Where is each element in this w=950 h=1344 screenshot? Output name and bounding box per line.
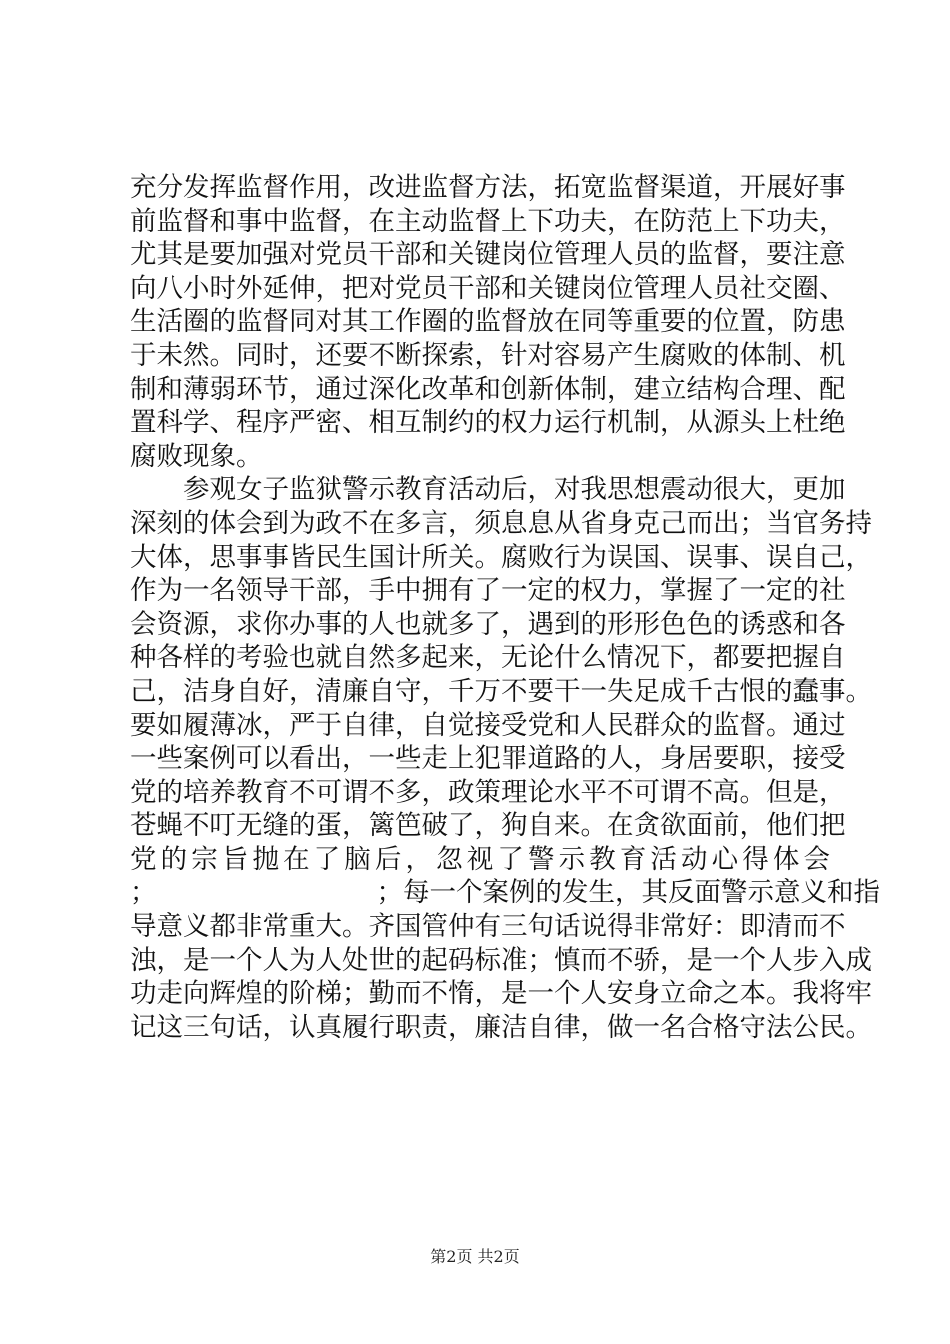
text-line: 要如履薄冰，严于自律，自觉接受党和人民群众的监督。通过	[130, 709, 846, 741]
text-line: 深刻的体会到为政不在多言，须息息从省身克己而出；当官务持	[130, 507, 872, 539]
text-line: 导意义都非常重大。齐国管仲有三句话说得非常好：即清而不	[130, 911, 846, 943]
text-line: 生活圈的监督同对其工作圈的监督放在同等重要的位置，防患	[130, 306, 846, 338]
text-line: 记这三句话，认真履行职责，廉洁自律，做一名合格守法公民。	[130, 1011, 872, 1043]
gap-line	[130, 876, 880, 910]
document-body	[130, 171, 880, 1044]
page-footer: 第2页 共2页	[430, 1247, 520, 1266]
text-line: 己，洁身自好，清廉自守，千万不要干一失足成千古恨的蠢事。	[130, 675, 872, 707]
text-line: 党的宗旨抛在了脑后，忽视了警示教育活动心得体会	[130, 843, 830, 875]
text-line: 尤其是要加强对党员干部和关键岗位管理人员的监督，要注意	[130, 239, 846, 271]
text-line: 前监督和事中监督，在主动监督上下功夫，在防范上下功夫，	[130, 205, 846, 237]
text-line: 苍蝇不叮无缝的蛋，篱笆破了，狗自来。在贪欲面前，他们把	[130, 810, 846, 842]
text-line: 种各样的考验也就自然多起来，无论什么情况下，都要把握自	[130, 642, 846, 674]
text-line: 一些案例可以看出，一些走上犯罪道路的人，身居要职，接受	[130, 743, 846, 775]
text-line: 置科学、程序严密、相互制约的权力运行机制，从源头上杜绝	[130, 407, 846, 439]
text-line: 会资源，求你办事的人也就多了，遇到的形形色色的诱惑和各	[130, 608, 846, 640]
text-line: 向八小时外延伸，把对党员干部和关键岗位管理人员社交圈、	[130, 272, 846, 304]
text-line: 腐败现象。	[130, 440, 263, 472]
text-line: 功走向辉煌的阶梯；勤而不惰，是一个人安身立命之本。我将牢	[130, 978, 872, 1010]
gap-line-start: ；	[130, 877, 157, 909]
paragraph-start-line: 参观女子监狱警示教育活动后，对我思想震动很大，更加	[183, 474, 846, 506]
text-line: 作为一名领导干部，手中拥有了一定的权力，掌握了一定的社	[130, 575, 846, 607]
text-line: 充分发挥监督作用，改进监督方法，拓宽监督渠道，开展好事	[130, 172, 846, 203]
text-line: 浊，是一个人为人处世的起码标准；慎而不骄，是一个人步入成	[130, 944, 872, 976]
text-line: 大体，思事事皆民生国计所关。腐败行为误国、误事、误自己，	[130, 541, 872, 573]
gap-line-end: ；每一个案例的发生，其反面警示意义和指	[376, 877, 880, 909]
text-line: 制和薄弱环节，通过深化改革和创新体制，建立结构合理、配	[130, 373, 846, 405]
text-line: 党的培养教育不可谓不多，政策理论水平不可谓不高。但是，	[130, 776, 846, 808]
text-line: 于未然。同时，还要不断探索，针对容易产生腐败的体制、机	[130, 339, 846, 371]
